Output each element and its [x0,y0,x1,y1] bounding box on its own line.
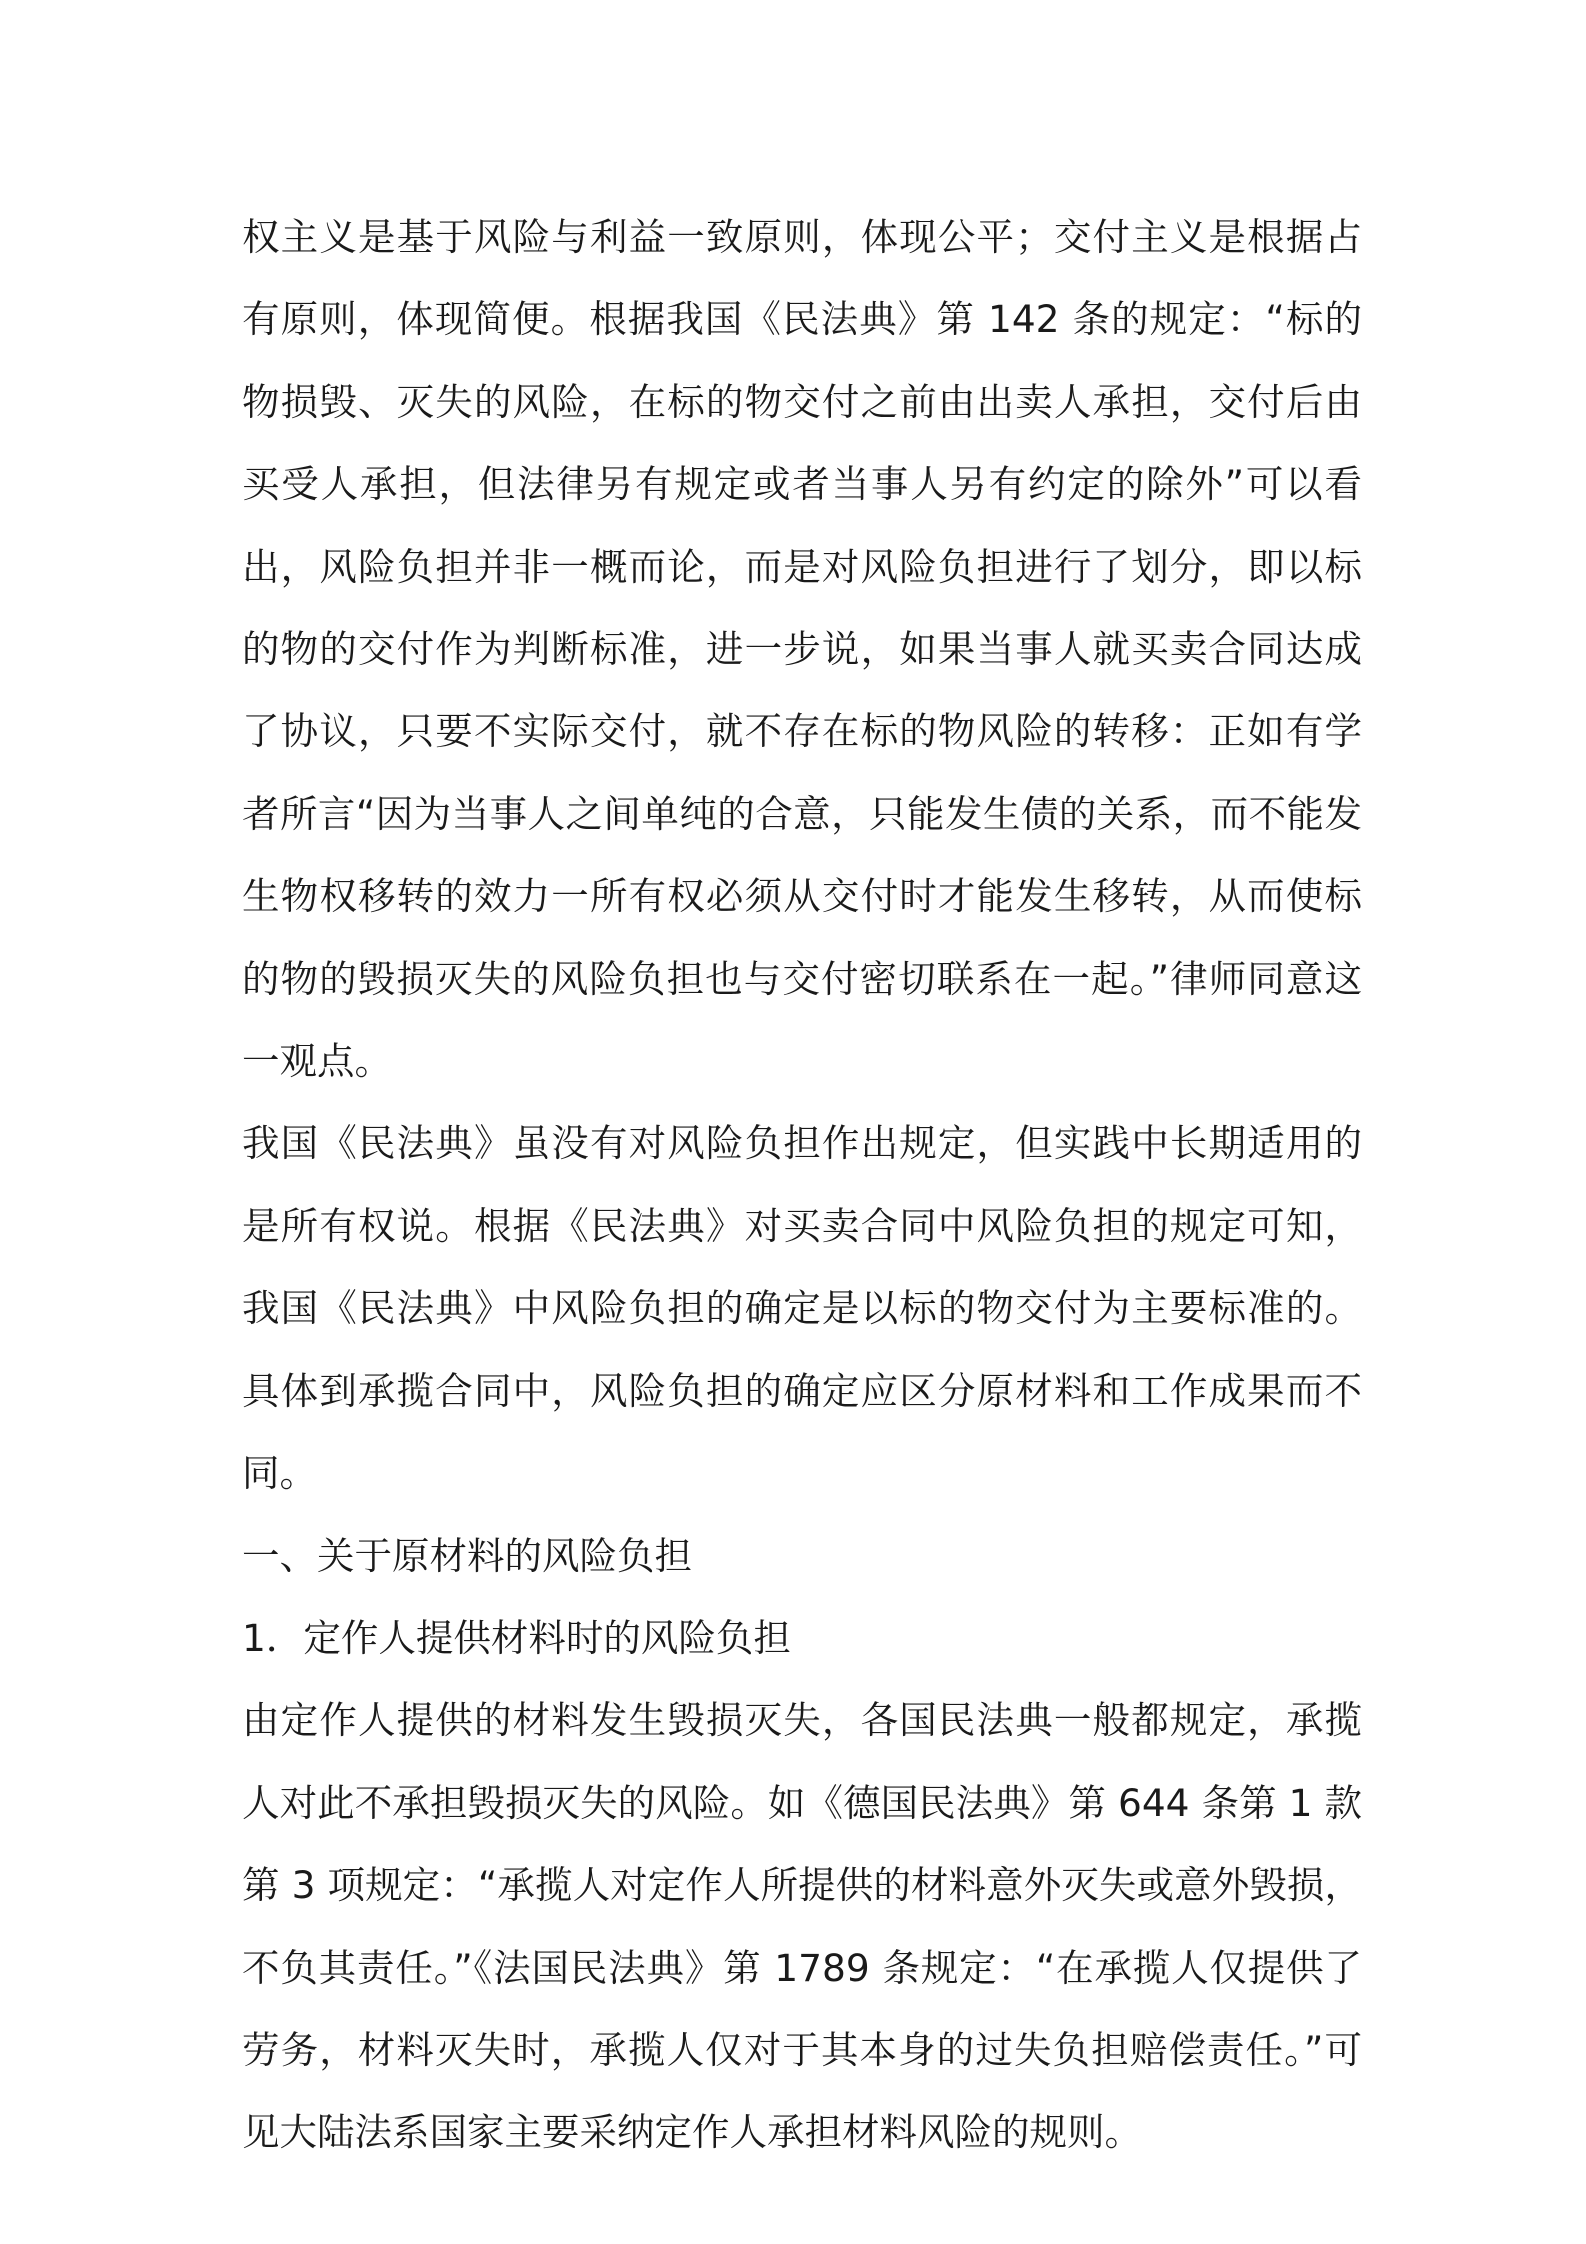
document-body [242,196,1362,2174]
paragraph-ownership-theory: 我国《民法典》虽没有对风险负担作出规定，但实践中长期适用的是所有权说。根据《民法典》对买卖合同中风险负担的规定可知，我国《民法典》中风险负担的确定是以标的物交付为主要标准的。具体到承揽合同中，风险负担的确定应区分原材料和工作成果而不同。 [242,1121,1362,1496]
paragraph-risk-transfer-delivery: 权主义是基于风险与利益一致原则，体现公平；交付主义是根据占有原则，体现简便。根据我国《民法典》第 142 条的规定：“标的物损毁、灭失的风险，在标的物交付之前由出卖人承担，交付后由买受人承担，但法律另有规定或者当事人另有约定的除外”可以看出，风险负担并非一概而论，而是对风险负担进行了划分，即以标的物的交付作为判断标准，进一步说，如果当事人就买卖合同达成了协议，只要不实际交付，就不存在标的物风险的转移：正如有学者所言“因为当事人之间单纯的合意，只能发生债的关系，而不能发生物权移转的效力一所有权必须从交付时才能发生移转，从而使标的物的毁损灭失的风险负担也与交付密切联系在一起。”律师同意这一观点。 [242,215,1362,1084]
subsection-heading-orderer-materials: 1．定作人提供材料时的风险负担 [242,1615,791,1660]
section-heading-raw-materials: 一、关于原材料的风险负担 [242,1533,692,1578]
paragraph-civil-code-comparison: 由定作人提供的材料发生毁损灭失，各国民法典一般都规定，承揽人对此不承担毁损灭失的风险。如《德国民法典》第 644 条第 1 款第 3 项规定：“承揽人对定作人所提供的材料意外灭失或意外毁损，不负其责任。”《法国民法典》第 1789 条规定：“在承揽人仅提供了劳务，材料灭失时，承揽人仅对于其本身的过失负担赔偿责任。”可见大陆法系国家主要采纳定作人承担材料风险的规则。 [242,1698,1362,2155]
